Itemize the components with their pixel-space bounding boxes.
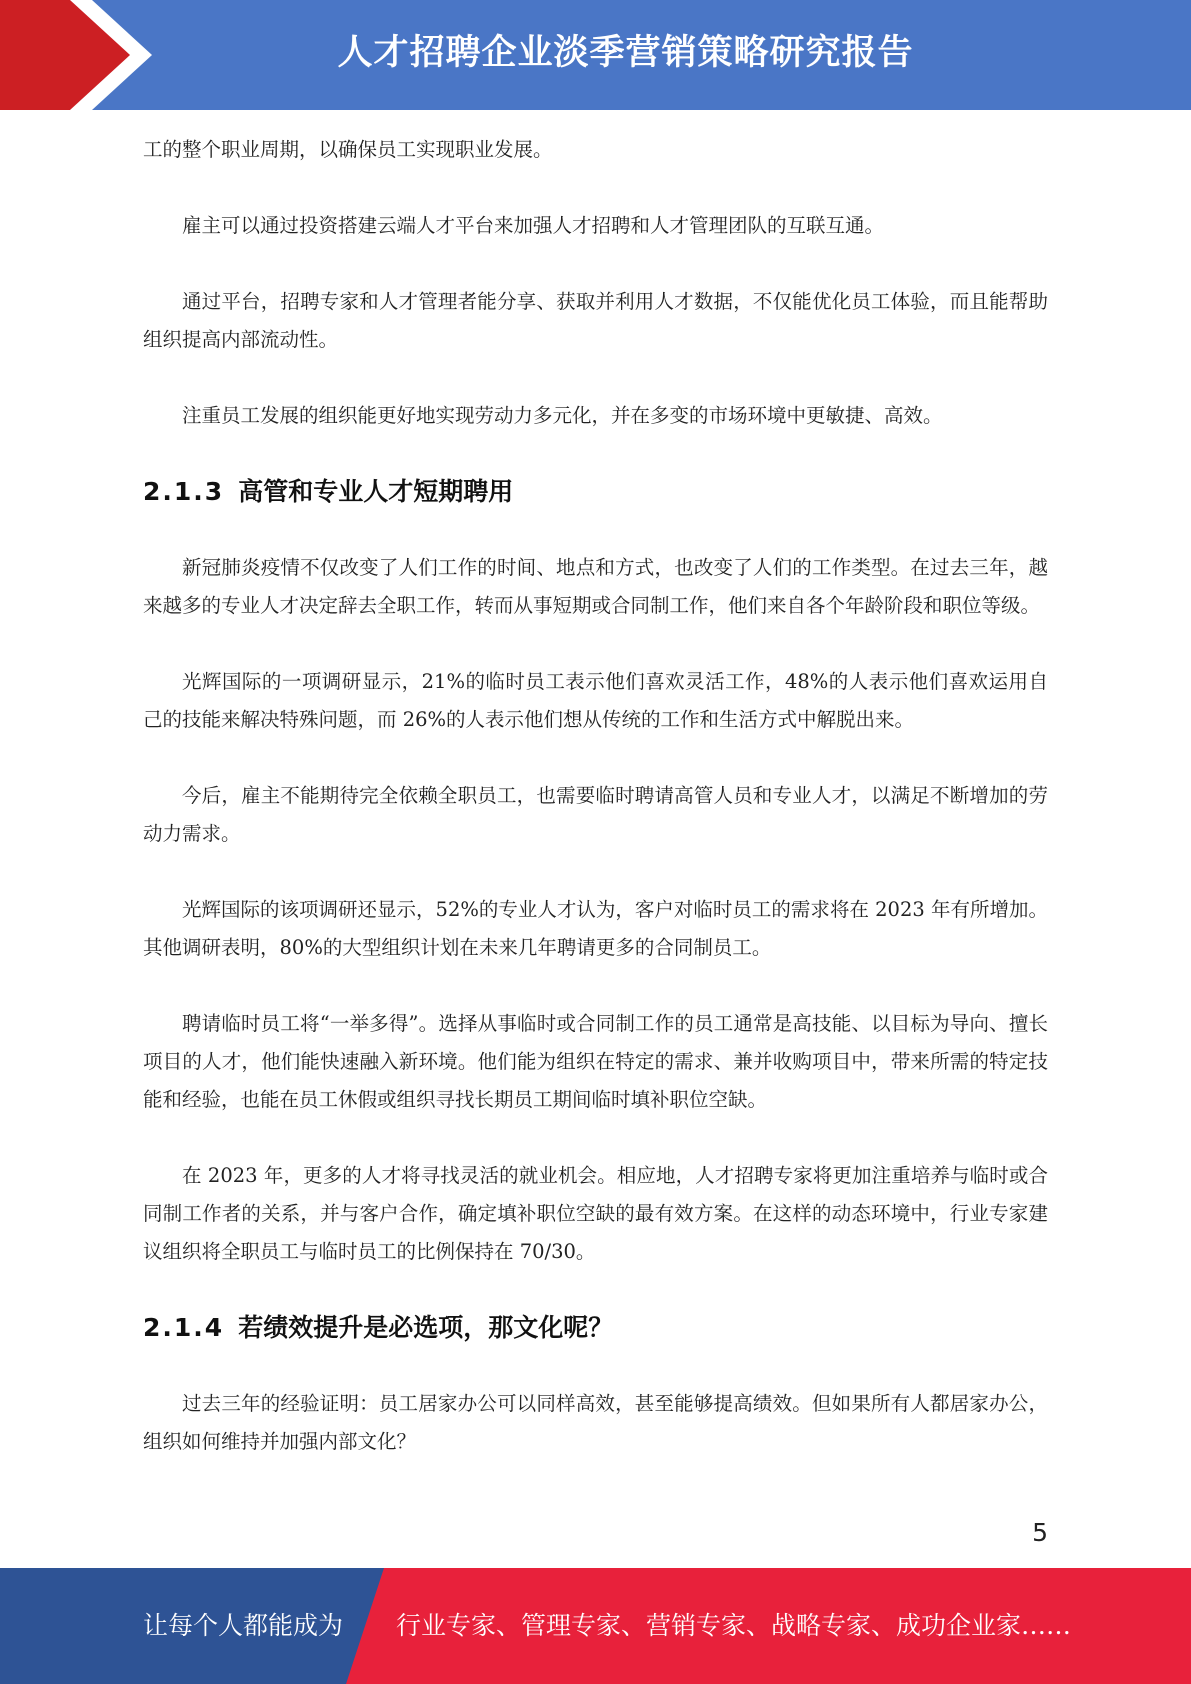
body-paragraph: 注重员工发展的组织能更好地实现劳动力多元化，并在多变的市场环境中更敏捷、高效。 [182,404,943,427]
body-paragraph: 工的整个职业周期，以确保员工实现职业发展。 [143,138,553,161]
section-number: 2.1.3 [143,477,225,506]
document-title: 人才招聘企业淡季营销策略研究报告 [337,33,914,73]
footer-banner [0,1568,1191,1684]
body-paragraph: 在 2023 年，更多的人才将寻找灵活的就业机会。相应地，人才招聘专家将更加注重培养与临时或合同制工作者的关系，并与客户合作，确定填补职位空缺的最有效方案。在这样的动态环境中，行业专家建议组织将全职员工与临时员工的比例保持在 70/30。 [143,1164,1048,1263]
body-paragraph: 通过平台，招聘专家和人才管理者能分享、获取并利用人才数据，不仅能优化员工体验，而且能帮助组织提高内部流动性。 [143,290,1048,351]
footer-slogan-left: 让每个人都能成为 [143,1611,344,1640]
body-paragraph: 光辉国际的该项调研还显示，52%的专业人才认为，客户对临时员工的需求将在 2023 年有所增加。其他调研表明，80%的大型组织计划在未来几年聘请更多的合同制员工。 [143,898,1048,959]
body-paragraph: 新冠肺炎疫情不仅改变了人们工作的时间、地点和方式，也改变了人们的工作类型。在过去三年，越来越多的专业人才决定辞去全职工作，转而从事短期或合同制工作，他们来自各个年龄阶段和职位等级。 [143,556,1048,617]
page-number: 5 [1032,1518,1048,1547]
document-body [143,131,1048,1499]
section-heading [143,1309,1048,1347]
body-paragraph: 聘请临时员工将“一举多得”。选择从事临时或合同制工作的员工通常是高技能、以目标为导向、擅长项目的人才，他们能快速融入新环境。他们能为组织在特定的需求、兼并收购项目中，带来所需的特定技能和经验，也能在员工休假或组织寻找长期员工期间临时填补职位空缺。 [143,1012,1048,1111]
header-banner [0,0,1191,110]
section-title: 高管和专业人才短期聘用 [238,477,514,506]
section-number: 2.1.4 [143,1313,225,1342]
section-title: 若绩效提升是必选项，那文化呢？ [238,1313,614,1342]
body-paragraph: 今后，雇主不能期待完全依赖全职员工，也需要临时聘请高管人员和专业人才，以满足不断增加的劳动力需求。 [143,784,1048,845]
section-heading [143,473,1048,511]
body-paragraph: 雇主可以通过投资搭建云端人才平台来加强人才招聘和人才管理团队的互联互通。 [182,214,885,237]
footer-slogan-right: 行业专家、管理专家、营销专家、战略专家、成功企业家…… [396,1611,1072,1640]
body-paragraph: 过去三年的经验证明：员工居家办公可以同样高效，甚至能够提高绩效。但如果所有人都居家办公，组织如何维持并加强内部文化？ [143,1392,1048,1453]
body-paragraph: 光辉国际的一项调研显示，21%的临时员工表示他们喜欢灵活工作，48%的人表示他们喜欢运用自己的技能来解决特殊问题，而 26%的人表示他们想从传统的工作和生活方式中解脱出来。 [143,670,1048,731]
